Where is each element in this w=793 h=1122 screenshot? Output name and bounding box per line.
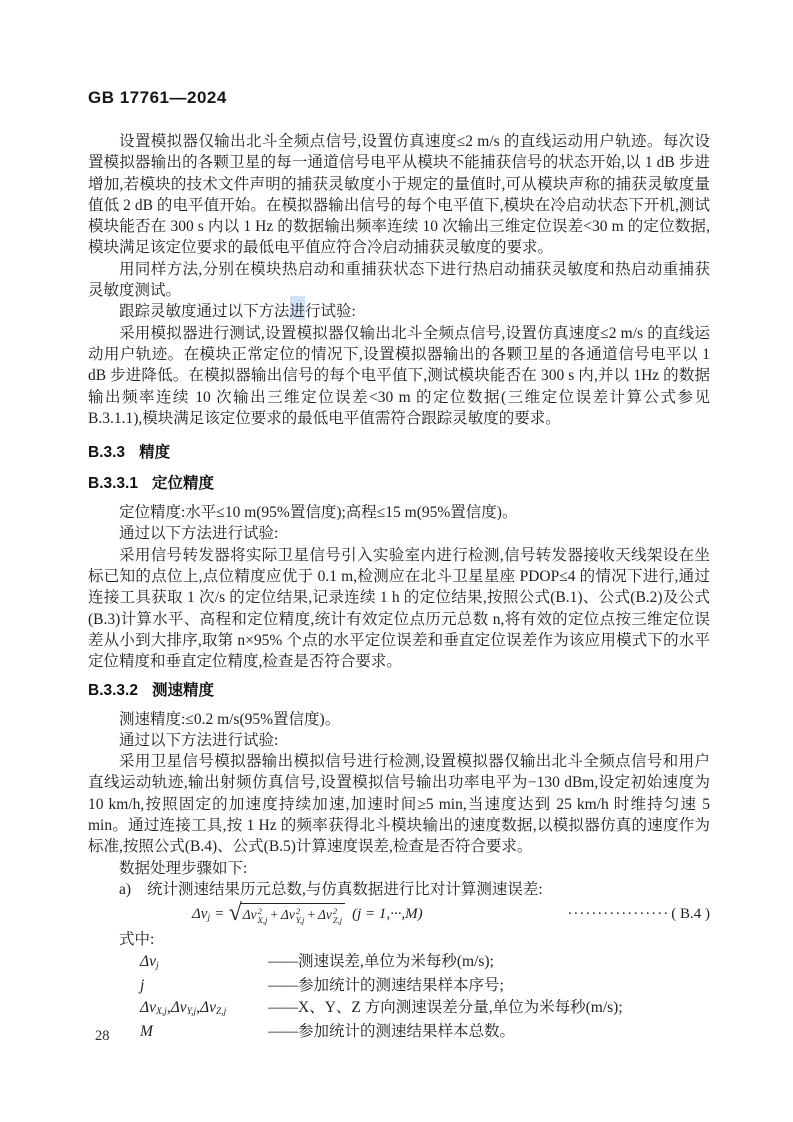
definition-dash: —— (268, 998, 297, 1016)
formula-condition: (j = 1,···,M) (352, 906, 423, 923)
paragraph-cold-start-sensitivity: 设置模拟器仅输出北斗全频点信号,设置仿真速度≤2 m/s 的直线运动用户轨迹。每次设置模拟器输出的各颗卫星的每一通道信号电平从模块不能捕获信号的状态开始,以 1 dB 步进增加,若模块的技术文件声明的捕获灵敏度小于规定的量值时,可从模块声称的捕获灵敏度量值低 2 dB 的电平值开始。在模拟器输出信号的每个电平值下,模块在冷启动状态下开机,测试模块能否在 300 s 内以 1 Hz 的数据输出频率连续 10 次输出三维定位误差<30 m 的定位数据,模块满足该定位要求的最低电平值应符合冷启动捕获灵敏度的要求。 (88, 133, 710, 257)
term1-base: Δv (242, 907, 257, 923)
term3-subscript: Z,j (332, 915, 343, 926)
plus-sign: + (307, 907, 315, 923)
definition-row (140, 997, 710, 1022)
symbol-base: j (140, 977, 145, 995)
term2-superscript: 2 (295, 905, 301, 916)
paragraph-data-processing-intro: 数据处理步骤如下: (119, 859, 248, 877)
clause-title: 测速精度 (151, 681, 214, 699)
formula-label: ( B.4 ) (671, 906, 710, 923)
paragraph-positioning-test-method: 采用信号转发器将实际卫星信号引入实验室内进行检测,信号转发器接收天线架设在坐标已知的点位上,点位精度应优于 0.1 m,检测应在北斗卫星星座 PDOP≤4 的情况下进行,通过连接工具获取 1 次/s 的定位结果,记录连续 1 h 的定位结果,按照公式(B.1)、公式(B.2)及公式(B.3)计算水平、高程和定位精度,统计有效定位点历元总数 n,将有效的定位点按三维定位误差从小到大排序,取第 n×95% 个点的水平定位误差和垂直定位误差作为该应用模式下的水平定位精度和垂直定位精度,检查是否符合要求。 (88, 546, 710, 671)
paragraph-velocity-accuracy-spec: 测速精度:≤0.2 m/s(95%置信度)。 (119, 710, 341, 728)
clause-number: B.3.3.1 (88, 475, 138, 493)
radical-sign: √ (228, 899, 242, 926)
square-root (228, 899, 346, 927)
symbol-separator: , (166, 998, 171, 1016)
clause-title: 定位精度 (151, 475, 214, 493)
symbol-separator: , (196, 998, 200, 1016)
symbol-subscript: j (155, 960, 159, 971)
symbol-subscript: X,j (155, 1006, 167, 1017)
definition-dash: —— (268, 952, 297, 970)
definitions-intro: 式中: (119, 931, 155, 949)
definition-description: X、Y、Z 方向测速误差分量,单位为米每秒(m/s); (298, 998, 623, 1016)
clause-number: B.3.3 (88, 444, 126, 462)
definition-symbol (140, 951, 268, 976)
term2-scripts (296, 907, 304, 926)
symbol-base: Δv (170, 998, 187, 1016)
symbol-subscript: Z,j (215, 1006, 227, 1017)
paragraph-hot-start-sensitivity: 用同样方法,分别在模块热启动和重捕获状态下进行热启动捕获灵敏度和热启动重捕获灵敏度测试。 (88, 260, 710, 300)
radicand (240, 903, 345, 925)
paragraph-velocity-test-intro: 通过以下方法进行试验: (119, 731, 279, 749)
term2-base: Δv (280, 907, 295, 923)
heading-b332 (88, 680, 710, 702)
term1-subscript: X,j (257, 915, 268, 926)
definition-row (140, 951, 710, 976)
formula-lhs-subscript: j (207, 912, 211, 923)
paragraph-positioning-accuracy-spec: 定位精度:水平≤10 m(95%置信度);高程≤15 m(95%置信度)。 (119, 504, 518, 522)
list-item-a (119, 879, 710, 900)
term3-scripts (333, 907, 342, 926)
term2-subscript: Y,j (295, 915, 305, 926)
tracking-intro-pre: 跟踪灵敏度通过以下方法 (119, 303, 290, 321)
definition-dash: —— (268, 977, 297, 995)
page-content (88, 88, 710, 1043)
page-number: 28 (95, 1028, 110, 1044)
definition-row (140, 975, 710, 997)
symbol-base: Δv (140, 998, 156, 1016)
term3-superscript: 2 (332, 905, 338, 916)
formula-dot-leader: ················· (567, 906, 670, 923)
definition-symbol (140, 997, 268, 1022)
definition-description: 测速误差,单位为米每秒(m/s); (298, 952, 494, 970)
paragraph-tracking-sensitivity-intro (88, 301, 710, 322)
standard-number-header: GB 17761—2024 (88, 88, 227, 107)
symbol-base: M (140, 1023, 153, 1041)
symbol-base: Δv (140, 952, 156, 970)
formula-b4 (88, 901, 710, 928)
clause-number: B.3.3.2 (88, 681, 138, 699)
heading-b331 (88, 473, 710, 495)
paragraph-positioning-test-intro: 通过以下方法进行试验: (119, 525, 279, 543)
text-selection-highlight: 进 (289, 303, 306, 321)
definition-dash: —— (268, 1023, 297, 1041)
tracking-intro-post: 行试验: (305, 303, 356, 321)
formula-expression (192, 899, 423, 927)
plus-sign: + (270, 907, 278, 923)
symbol-base: Δv (199, 998, 216, 1016)
paragraph-tracking-sensitivity-method: 采用模拟器进行测试,设置模拟器仅输出北斗全频点信号,设置仿真速度≤2 m/s 的直线运动用户轨迹。在模块正常定位的情况下,设置模拟器输出的各颗卫星的各通道信号电平以 1 dB 步进降低。在模拟器输出信号的每个电平值下,测试模块能否在 300 s 内,并以 1Hz 的数据输出频率连续 10 次输出三维定位误差<30 m 的定位数据(三维定位误差计算公式参见 B.3.1.1),模块满足该定位要求的最低电平值需符合跟踪灵敏度的要求。 (88, 324, 710, 427)
list-item-label: a) (119, 880, 132, 898)
term1-superscript: 2 (257, 905, 262, 916)
heading-b33 (88, 442, 710, 464)
term1-scripts (258, 907, 268, 926)
definition-description: 参加统计的测速结果样本总数。 (298, 1023, 516, 1041)
formula-lhs-base: Δv (192, 906, 208, 923)
definition-row (140, 1021, 710, 1043)
equals-sign: = (215, 906, 224, 923)
definition-symbol (140, 1021, 268, 1043)
list-item-text: 统计测速结果历元总数,与仿真数据进行比对计算测速误差: (147, 880, 543, 898)
definition-symbol (140, 975, 268, 997)
term3-base: Δv (317, 907, 332, 923)
definition-description: 参加统计的测速结果样本序号; (298, 977, 504, 995)
paragraph-velocity-test-method: 采用卫星信号模拟器输出模拟信号进行检测,设置模拟器仅输出北斗全频点信号和用户直线运动轨迹,输出射频仿真信号,设置模拟信号输出功率电平为−130 dBm,设定初始速度为 10 km/h,按照固定的加速度持续加速,加速时间≥5 min,当速度达到 25 km/h 时维持匀速 5 min。通过连接工具,按 1 Hz 的频率获得北斗模块输出的速度数据,以模拟器仿真的速度作为标准,按照公式(B.4)、公式(B.5)计算速度误差,检查是否符合要求。 (88, 753, 710, 856)
clause-title: 精度 (139, 444, 171, 462)
symbol-subscript: Y,j (186, 1006, 197, 1017)
